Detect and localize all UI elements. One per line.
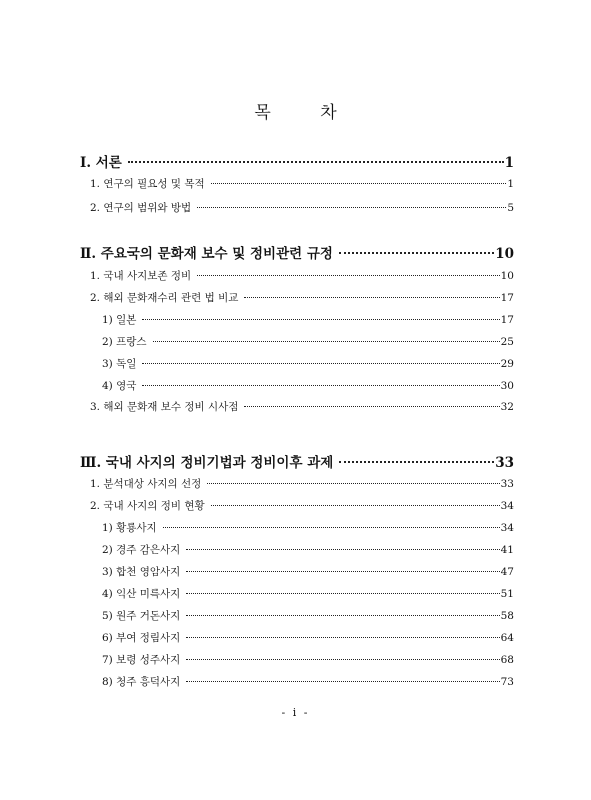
toc-entry[interactable]	[90, 176, 514, 191]
toc-entry-label: 6) 부여 정림사지	[102, 632, 181, 644]
toc-entry[interactable]	[102, 630, 514, 645]
dot-leader	[186, 571, 499, 572]
dot-leader	[186, 615, 499, 616]
dot-leader	[244, 406, 499, 407]
toc-entry[interactable]	[102, 652, 514, 667]
toc-entry-page: 47	[500, 566, 514, 578]
toc-entry-page: 25	[500, 336, 514, 348]
toc-entry[interactable]	[102, 608, 514, 623]
dot-leader	[142, 319, 499, 320]
toc-entry-label: 1) 일본	[102, 314, 137, 326]
toc-entry-label: 8) 청주 흥덕사지	[102, 676, 181, 688]
toc-entry-label: 1. 국내 사지보존 정비	[90, 270, 192, 282]
dot-leader	[186, 549, 499, 550]
toc-entry-page: 10	[500, 270, 514, 282]
dot-leader	[197, 275, 499, 276]
toc-entry[interactable]	[102, 378, 514, 393]
dot-leader	[186, 593, 499, 594]
toc-entry-page: 33	[495, 455, 514, 471]
toc-entry[interactable]	[102, 334, 514, 349]
toc-entry-page: 17	[500, 292, 514, 304]
toc-entry-page: 51	[500, 588, 514, 600]
toc-entry-page: 1	[507, 178, 514, 190]
dot-leader	[186, 637, 499, 638]
dot-leader	[128, 161, 504, 163]
toc-entry[interactable]	[102, 564, 514, 579]
toc-entry-page: 32	[500, 401, 514, 413]
dot-leader	[153, 341, 500, 342]
dot-leader	[339, 252, 494, 254]
dot-leader	[197, 207, 506, 208]
dot-leader	[244, 297, 499, 298]
page-title: 목 차	[254, 103, 359, 123]
toc-entry-page: 29	[500, 358, 514, 370]
toc-entry-label: 3. 해외 문화재 보수 정비 시사점	[90, 401, 239, 413]
toc-entry-page: 5	[507, 202, 514, 214]
toc-entry-label: 5) 원주 거돈사지	[102, 610, 181, 622]
dot-leader	[211, 183, 507, 184]
toc-entry[interactable]	[80, 242, 514, 262]
toc-entry-page: 64	[500, 632, 514, 644]
toc-entry-label: 4) 영국	[102, 380, 137, 392]
toc-entry-label: 1. 연구의 필요성 및 목적	[90, 178, 205, 190]
toc-entry-page: 30	[500, 380, 514, 392]
toc-entry-label: 7) 보령 성주사지	[102, 654, 181, 666]
dot-leader	[211, 505, 500, 506]
toc-entry-page: 73	[500, 676, 514, 688]
toc-entry-label: Ⅲ. 국내 사지의 정비기법과 정비이후 과제	[80, 455, 334, 471]
toc-entry-page: 41	[500, 544, 514, 556]
toc-entry-page: 68	[500, 654, 514, 666]
toc-entry[interactable]	[102, 542, 514, 557]
toc-entry-label: 2) 프랑스	[102, 336, 147, 348]
toc-entry-page: 33	[500, 478, 514, 490]
toc-entry-label: 1. 분석대상 사지의 선정	[90, 478, 202, 490]
toc-entry-label: Ⅱ. 주요국의 문화재 보수 및 정비관련 규정	[80, 246, 333, 262]
toc-entry-page: 34	[500, 522, 514, 534]
toc-entry[interactable]	[102, 520, 514, 535]
toc-entry[interactable]	[80, 151, 514, 171]
toc-entry[interactable]	[102, 674, 514, 689]
toc-entry-label: Ⅰ. 서론	[80, 155, 122, 171]
toc-entry[interactable]	[102, 356, 514, 371]
toc-entry-label: 2. 국내 사지의 정비 현황	[90, 500, 205, 512]
dot-leader	[186, 681, 499, 682]
dot-leader	[207, 483, 499, 484]
toc-entry-label: 4) 익산 미륵사지	[102, 588, 181, 600]
toc-entry-page: 34	[500, 500, 514, 512]
toc-entry[interactable]	[80, 451, 514, 471]
toc-entry-label: 2. 해외 문화재수리 관련 법 비교	[90, 292, 239, 304]
dot-leader	[163, 527, 500, 528]
toc-entry[interactable]	[90, 290, 514, 305]
toc-entry[interactable]	[90, 476, 514, 491]
toc-entry-label: 2) 경주 감은사지	[102, 544, 181, 556]
toc-entry[interactable]	[90, 399, 514, 414]
toc-entry-label: 3) 합천 영암사지	[102, 566, 181, 578]
page-number: - i -	[281, 706, 310, 719]
toc-entry[interactable]	[102, 312, 514, 327]
toc-entry-page: 1	[504, 155, 514, 171]
toc-entry[interactable]	[90, 200, 514, 215]
toc-entry-label: 2. 연구의 범위와 방법	[90, 202, 192, 214]
dot-leader	[339, 461, 494, 463]
toc-entry[interactable]	[90, 498, 514, 513]
dot-leader	[186, 659, 499, 660]
toc-entry-label: 1) 황룡사지	[102, 522, 157, 534]
toc-entry-page: 58	[500, 610, 514, 622]
toc-entry-page: 17	[500, 314, 514, 326]
toc-entry-label: 3) 독일	[102, 358, 137, 370]
toc-entry[interactable]	[102, 586, 514, 601]
toc-entry[interactable]	[90, 268, 514, 283]
toc-entry-page: 10	[495, 246, 514, 262]
dot-leader	[142, 385, 499, 386]
dot-leader	[142, 363, 499, 364]
